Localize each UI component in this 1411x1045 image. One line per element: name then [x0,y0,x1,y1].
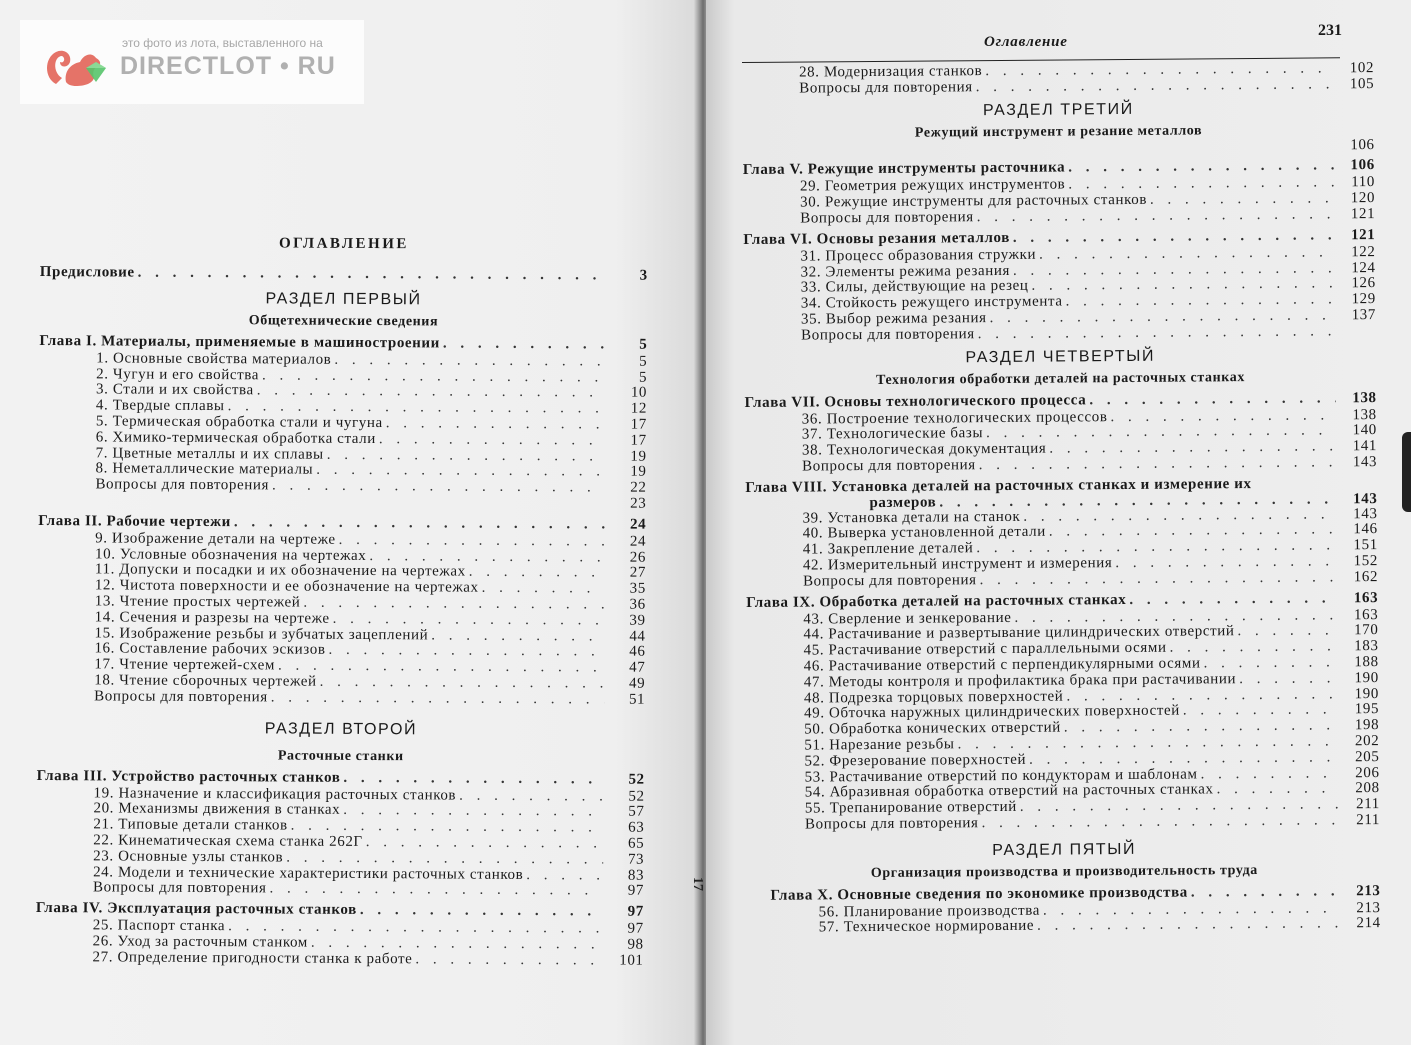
toc-chapter: Глава V. Режущие инструменты расточника . . . 106 [743,156,1375,180]
toc-review: Вопросы для повторения . . . 22 [38,477,646,497]
toc-item: 12. Чистота поверхности и ее обозначение на чертежах . . . 35 [38,578,646,598]
toc-review: Вопросы для повторения . . . 97 [36,880,644,900]
toc-chapter: Глава VIII. Установка деталей на расточных станках и измерение их [745,475,1252,496]
toc-item: 1. Основные свойства материалов . . . 5 [39,351,647,371]
toc-item: 16. Составление рабочих эскизов . . . 46 [37,641,645,661]
toc-item: 14. Сечения и разрезы на чертеже . . . 39 [38,610,646,630]
toc-item: 21. Типовые детали станков . . . 63 [36,817,644,837]
toc-item: 17. Чтение чертежей-схем . . . 47 [37,657,645,677]
left-page [0,0,700,1045]
right-page [706,0,1411,1045]
toc-item: 33. Силы, действующие на резец . . . 126 [744,276,1376,297]
page-number: 231 [1318,22,1342,39]
section-subtitle: Расточные станки [277,747,404,764]
gutter-mark: 17 [690,877,705,891]
toc-item: 24. Модели и технические характеристики расточных станков . . . 83 [36,865,644,885]
toc-item: 47. Методы контроля и профилактика брака при растачивании . . . 190 [747,671,1379,692]
toc-chapter: Глава II. Рабочие чертежи . . . 24 [38,512,646,535]
toc-item: 10. Условные обозначения на чертежах . . . 26 [38,547,646,567]
running-head-title: Оглавление [984,34,1068,50]
toc-item: 7. Цветные металлы и их сплавы . . . 19 [39,446,647,466]
section-heading: РАЗДЕЛ ВТОРОЙ [264,719,418,738]
toc-review: Вопросы для повторения . . . 121 [743,207,1375,228]
toc-item: 45. Растачивание отверстий с параллельными осями . . . 183 [747,639,1379,660]
toc-item: 15. Изображение резьбы и зубчатых зацеплений . . . 44 [38,626,646,646]
section-subtitle: Общетехнические сведения [248,313,439,330]
toc-item: 8. Неметаллические материалы . . . 19 [39,461,647,481]
toc-item: 41. Закрепление деталей . . . 151 [746,538,1378,559]
toc-item: 3. Стали и их свойства . . . 10 [39,382,647,402]
toc-item: 49. Обточка наружных цилиндрических поверхностей . . . 195 [747,702,1379,723]
watermark-caption: это фото из лота, выставленного на [122,36,323,50]
toc-item: 27. Определение пригодности станка к работе . . . 101 [36,950,644,970]
toc-item: 32. Элементы режима резания . . . 124 [744,261,1376,282]
toc-item: 9. Изображение детали на чертеже . . . 24 [38,531,646,551]
toc-item: 46. Растачивание отверстий с перпендикулярными осями . . . 188 [747,655,1379,676]
toc-item: 40. Выверка установленной детали . . . 146 [746,522,1378,543]
toc-item: 38. Технологическая документация . . . 141 [745,439,1377,460]
toc-item: 37. Технологические базы . . . 140 [745,423,1377,444]
toc-item: 22. Кинематическая схема станка 262Г . . . 65 [36,833,644,853]
toc-review: Вопросы для повторения . . . 105 [742,77,1374,98]
toc-right [742,61,1381,937]
toc-item: 2. Чугун и его свойства . . . 5 [39,367,647,387]
toc-subtitle-page: 106 [1350,136,1375,153]
toc-item: 36. Построение технологических процессов . . . 138 [745,408,1377,429]
running-head [706,0,1411,60]
toc-chapter: Глава X. Основные сведения по экономике производства . . . 213 [748,882,1380,906]
section-subtitle: Режущий инструмент и резание металлов [914,122,1203,141]
section-heading: РАЗДЕЛ ПЕРВЫЙ [265,290,422,309]
toc-item: 39. Установка детали на станок . . . 143 [745,507,1377,528]
toc-item: 44. Растачивание и развертывание цилиндрических отверстий . . . 170 [746,623,1378,644]
toc-item: 20. Механизмы движения в станках . . . 57 [36,801,644,821]
toc-review: Вопросы для повторения . . . 162 [746,570,1378,591]
toc-item: 13. Чтение простых чертежей . . . 36 [38,594,646,614]
toc-item: 48. Подрезка торцовых поверхностей . . . 190 [747,687,1379,708]
binder-clip [1402,432,1411,512]
toc-row-preface: Предисловие . . . 3 [40,265,648,285]
toc-item: 11. Допуски и посадки и их обозначение на чертежах . . . 27 [38,562,646,582]
toc-item: 43. Сверление и зенкерование . . . 163 [746,608,1378,629]
toc-item: 31. Процесс образования стружки . . . 122 [743,245,1375,266]
watermark-brand: DIRECTLOT • RU [120,52,336,80]
toc-item: 19. Назначение и классификация расточных станков . . . 52 [37,786,645,806]
toc-item: 53. Растачивание отверстий по кондукторам и шаблонам . . . 206 [748,766,1380,787]
toc-item: 25. Паспорт станка . . . 97 [36,918,644,938]
toc-chapter: Глава IV. Эксплуатация расточных станков . . . 97 [36,899,644,922]
toc-item: 35. Выбор режима резания . . . 137 [744,308,1376,329]
toc-item: 55. Трепанирование отверстий . . . 211 [748,797,1380,818]
section-heading: РАЗДЕЛ ПЯТЫЙ [992,840,1137,859]
toc-review: Вопросы для повторения . . . 51 [37,689,645,709]
toc-chapter: Глава I. Материалы, применяемые в машиностроении . . . 5 [39,332,647,355]
toc-item: 4. Твердые сплавы . . . 12 [39,398,647,418]
toc-chapter: Глава VI. Основы резания металлов . . . 121 [743,226,1375,250]
toc-item: 28. Модернизация станков . . . 102 [742,61,1374,82]
section-subtitle: Организация производства и производительность труда [870,862,1258,881]
toc-item: 26. Уход за расточным станком . . . 98 [36,934,644,954]
toc-item: 56. Планирование производства . . . 213 [749,901,1381,922]
toc-item: 50. Обработка конических отверстий . . . 198 [747,718,1379,739]
toc-item: 54. Абразивная обработка отверстий на расточных станках . . . 208 [748,781,1380,802]
toc-item: 57. Техническое нормирование . . . 214 [749,916,1381,937]
toc-extra-page: 23 [630,495,647,512]
toc-item: 29. Геометрия режущих инструментов . . . 110 [743,175,1375,196]
section-subtitle: Технология обработки деталей на расточных станках [875,369,1245,388]
toc-item: 23. Основные узлы станков . . . 73 [36,849,644,869]
watermark [20,20,364,104]
toc-item: 30. Режущие инструменты для расточных станков . . . 120 [743,191,1375,212]
toc-left [36,234,648,969]
toc-chapter: Глава VII. Основы технологического процесса . . . 138 [745,389,1377,413]
toc-review: Вопросы для повторения . . . [744,324,1376,345]
toc-item: 52. Фрезерование поверхностей . . . 205 [747,750,1379,771]
toc-item: 5. Термическая обработка стали и чугуна . . . 17 [39,414,647,434]
toc-chapter-continued: размеров . . . 143 [745,491,1377,512]
toc-chapter: Глава III. Устройство расточных станков . . . 52 [37,767,645,790]
section-heading: РАЗДЕЛ ЧЕТВЕРТЫЙ [965,347,1156,366]
squirrel-gem-icon [42,38,114,92]
section-heading: РАЗДЕЛ ТРЕТИЙ [982,100,1134,119]
toc-title: ОГЛАВЛЕНИЕ [278,235,409,253]
toc-item: 18. Чтение сборочных чертежей . . . 49 [37,673,645,693]
toc-item: 42. Измерительный инструмент и измерения . . . 152 [746,554,1378,575]
toc-review: Вопросы для повторения . . . 143 [745,455,1377,476]
toc-review: Вопросы для повторения . . . 211 [748,813,1380,834]
toc-chapter: Глава IX. Обработка деталей на расточных станках . . . 163 [746,589,1378,613]
toc-item: 51. Нарезание резьбы . . . 202 [747,734,1379,755]
toc-item: 6. Химико-термическая обработка стали . . . 17 [39,430,647,450]
toc-item: 34. Стойкость режущего инструмента . . . 129 [744,292,1376,313]
